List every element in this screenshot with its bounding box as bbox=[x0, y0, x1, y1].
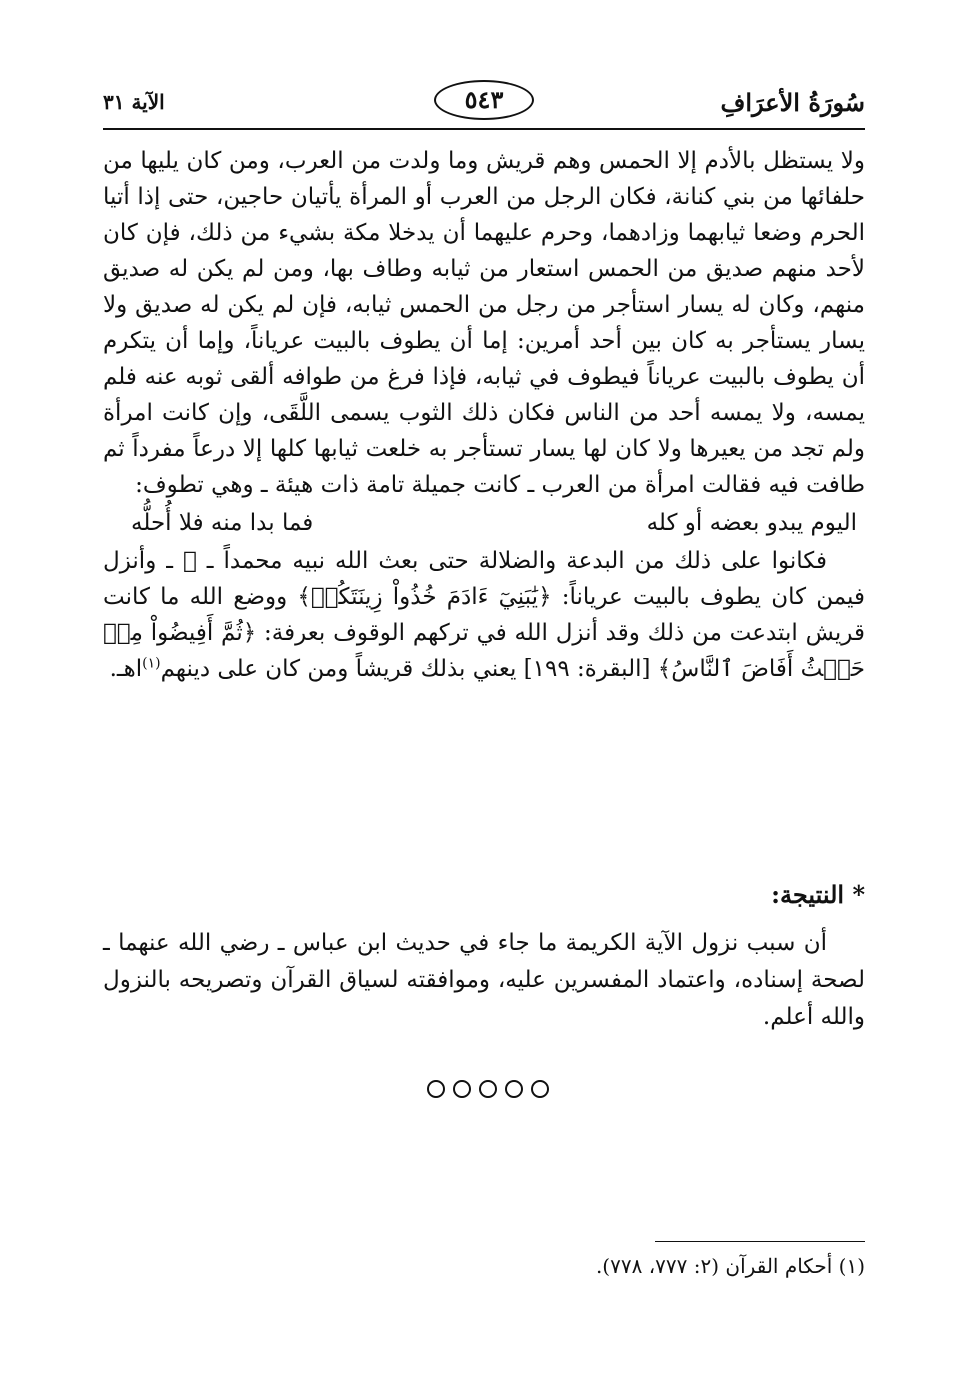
footnote: (١) أحكام القرآن (٢: ٧٧٧، ٧٧٨). bbox=[595, 1254, 865, 1278]
paragraph-2-part-b: ووضع الله ما كانت قريش ابتدعت من ذلك وقد أنزل الله في تركهم الوقوف بعرفة: bbox=[103, 584, 865, 646]
circle-ornament bbox=[505, 1080, 523, 1098]
result-text bbox=[103, 925, 865, 1036]
quran-quote-2: ﴿ثُمَّ أَفِيضُواْ مِنۡ حَيۡثُ أَفَاضَ ٱلنَّاسُ﴾ bbox=[103, 620, 865, 682]
ayah-label: الآية ٣١ bbox=[103, 90, 165, 114]
poetry-verse bbox=[131, 503, 857, 543]
result-paragraph: أن سبب نزول الآية الكريمة ما جاء في حديث ابن عباس ـ رضي الله عنهما ـ لصحة إسناده، واعتماد المفسرين عليه، وموافقته لسياق القرآن وتصريحه بالنزول والله أعلم. bbox=[103, 930, 865, 1030]
quran-quote-1: ﴿يَٰبَنِيٓ ءَادَمَ خُذُواْ زِينَتَكُمۡ﴾ bbox=[297, 584, 552, 610]
page-header bbox=[103, 78, 865, 128]
footnote-divider bbox=[655, 1241, 865, 1242]
result-heading: * النتيجة: bbox=[771, 880, 865, 909]
paragraph-2-end: اهـ. bbox=[109, 656, 143, 682]
page-number: ٥٤٣ bbox=[434, 80, 534, 120]
verse-first-half: اليوم يبدو بعضه أو كله bbox=[646, 510, 857, 536]
surah-title: سُورَةُ الأعرَافِ bbox=[720, 88, 865, 117]
paragraph-2 bbox=[103, 543, 865, 687]
header-divider bbox=[103, 128, 865, 130]
circle-ornament bbox=[453, 1080, 471, 1098]
verse-second-half: فما بدا منه فلا أُحلُّه bbox=[131, 510, 314, 536]
footnote-reference: (١) bbox=[142, 655, 161, 672]
circle-ornament bbox=[531, 1080, 549, 1098]
paragraph-2-part-c: [البقرة: ١٩٩] يعني بذلك قريشاً ومن كان على دينهم bbox=[160, 656, 658, 682]
paragraph-1: ولا يستظل بالأدم إلا الحمس وهم قريش وما ولدت من العرب، ومن كان يليها من حلفائها من بني كنانة، فكان الرجل من العرب أو المرأة يأتيان حاجين، حتى إذا أتيا الحرم وضعا ثيابهما وزادهما، وحرم عليهما أن يدخلا مكة بشيء من ذلك، فإن كان لأحد منهم صديق من الحمس استعار من ثيابه وطاف بها، ومن لم يكن له صديق منهم، وكان له يسار استأجر من رجل من الحمس ثيابه، فإن لم يكن له صديق ولا يسار يستأجر به كان بين أحد أمرين: إما أن يطوف بالبيت عرياناً، وإما أن يتكرم أن يطوف بالبيت عرياناً فيطوف في ثيابه، فإذا فرغ من طوافه ألقى ثوبه عنه فلم يمسه، ولا يمسه أحد من الناس فكان ذلك الثوب يسمى اللَّقَى، وإن كانت امرأة ولم تجد من يعيرها ولا كان لها يسار تستأجر به خلعت ثيابها كلها إلا درعاً مفرداً ثم طافت فيه فقالت امرأة من العرب ـ كانت جميلة تامة ذات هيئة ـ وهي تطوف: bbox=[103, 148, 865, 498]
main-text bbox=[103, 143, 865, 687]
paragraph-2-part-a: فكانوا على ذلك من البدعة والضلالة حتى بعث الله نبيه محمداً ـ ﷺ ـ وأنزل فيمن كان يطوف بالبيت عرياناً: bbox=[103, 548, 865, 610]
circle-ornament bbox=[479, 1080, 497, 1098]
circle-ornament bbox=[427, 1080, 445, 1098]
section-separator bbox=[0, 1080, 975, 1098]
